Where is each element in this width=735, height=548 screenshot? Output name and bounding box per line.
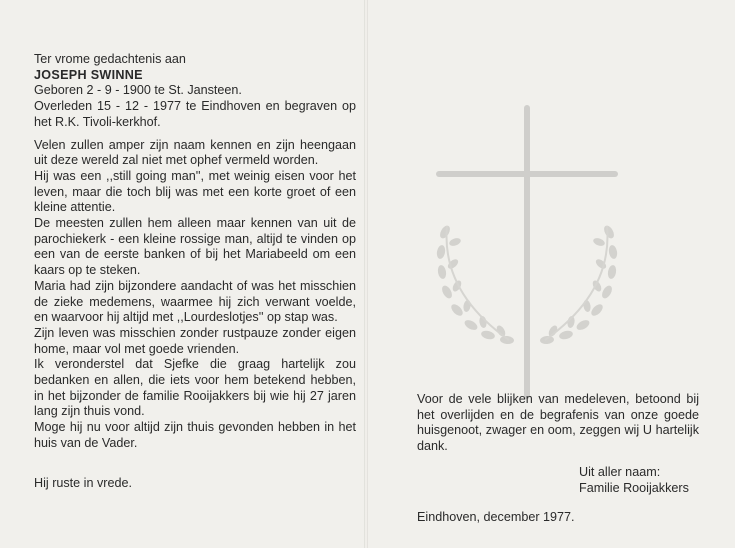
cross-with-wreath-icon: [405, 102, 645, 402]
intro-line: Ter vrome gedachtenis aan: [34, 52, 186, 66]
right-page: [417, 392, 699, 526]
paragraph-5: Zijn leven was misschien zonder rustpauze zonder eigen home, maar vol met goede vrienden.: [34, 325, 356, 356]
deceased-name: JOSEPH SWINNE: [34, 67, 143, 82]
left-page: [34, 52, 356, 491]
thanks-text: Voor de vele blijken van medeleven, betoond bij het overlijden en de begrafenis van onze goede huisgenoot, zwager en oom, zeggen wij U hartelijk dank.: [417, 392, 699, 454]
place-date: Eindhoven, december 1977.: [417, 510, 575, 525]
paragraph-4: Maria had zijn bijzondere aandacht of was het misschien de zieke medemens, waarmee hij zich verwant voelde, en waarvoor hij altijd met ,,Lourdeslotjes'' op stap was.: [34, 278, 356, 325]
paragraph-3: De meesten zullen hem alleen maar kennen van uit de parochiekerk - een kleine rossige man, altijd te vinden op een van de eerste banken of bij het Mariabeeld om een kaars op te steken.: [34, 216, 356, 278]
card-fold: [364, 0, 368, 548]
death-line: Overleden 15 - 12 - 1977 te Eindhoven en begraven op het R.K. Tivoli-kerkhof.: [34, 99, 356, 129]
paragraph-1: Velen zullen amper zijn naam kennen en zijn heengaan uit deze wereld zal niet met ophef vermeld worden.: [34, 137, 356, 168]
birth-line: Geboren 2 - 9 - 1900 te St. Jansteen.: [34, 83, 242, 98]
paragraph-6: Ik veronderstel dat Sjefke die graag hartelijk zou bedanken en allen, die iets voor hem betekend hebben, in het bijzonder de familie Rooijakkers bij wie hij 27 jaren lang zijn thuis vond.: [34, 357, 356, 419]
signature-line-1: Uit aller naam:: [579, 464, 661, 479]
signature-line-2: Familie Rooijakkers: [579, 480, 689, 495]
paragraph-2: Hij was een ,,still going man'', met weinig eisen voor het leven, maar die toch blij was met een korte groet of een kleine attentie.: [34, 168, 356, 215]
paragraph-7: Moge hij nu voor altijd zijn thuis gevonden hebben in het huis van de Vader.: [34, 420, 356, 450]
farewell-line: Hij ruste in vrede.: [34, 475, 132, 490]
